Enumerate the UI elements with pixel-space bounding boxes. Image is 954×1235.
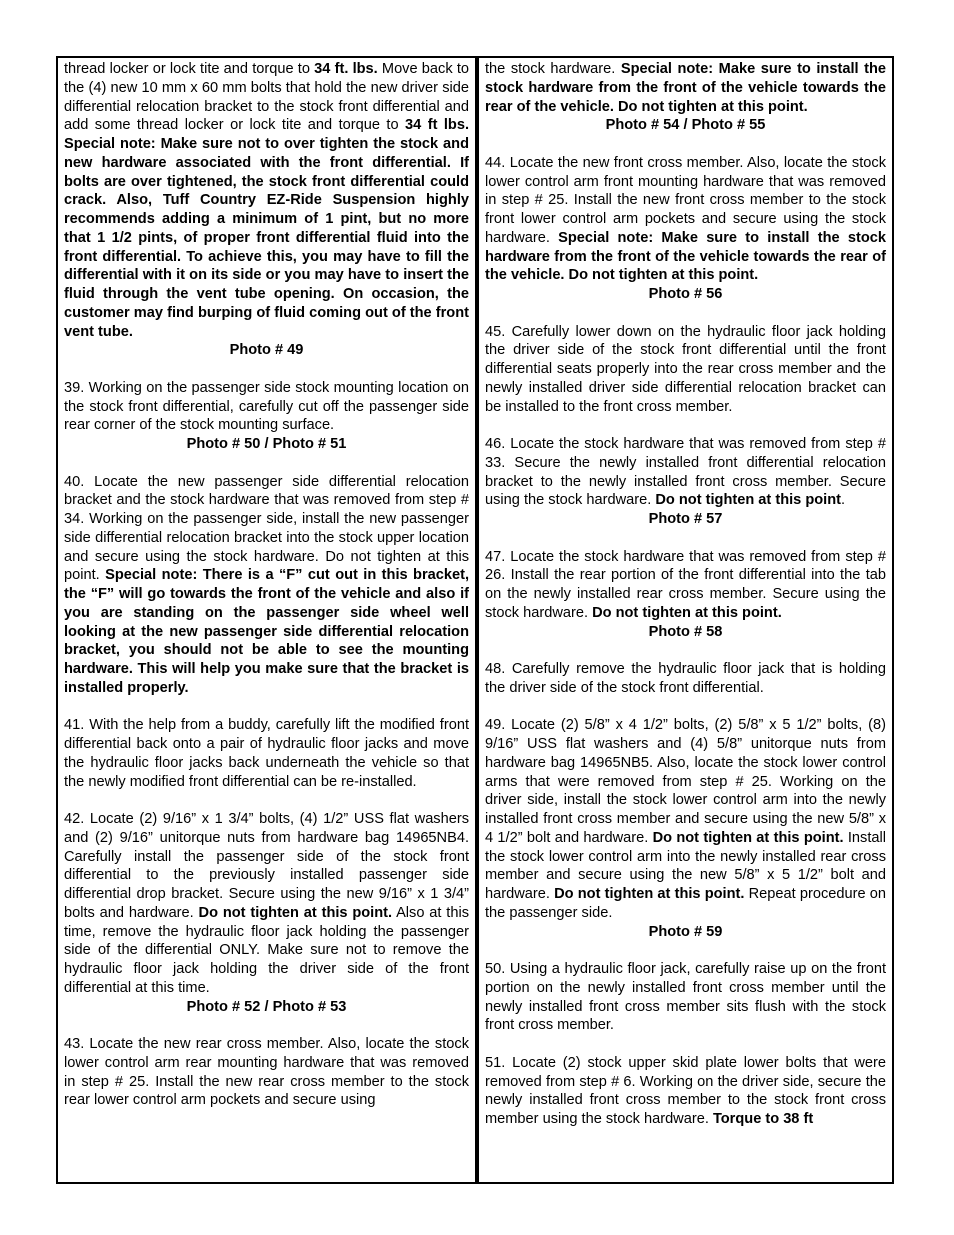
photo-reference: Photo # 58 <box>648 623 723 640</box>
left-column <box>58 58 479 1182</box>
photo-reference: Photo # 54 / Photo # 55 <box>605 117 766 134</box>
step-51: 51. Locate (2) stock upper skid plate lower bolts that were removed from step # 6. Working on the driver side, secure the newly installed front cross member to the stock front cross member using the stock hardware. Torque to 38 ft <box>485 1054 886 1127</box>
step-50: 50. Using a hydraulic floor jack, carefully raise up on the front portion on the newly installed front cross member until the newly installed front cross member sits flush with the stock front cross member. <box>485 961 886 1034</box>
step-46: 46. Locate the stock hardware that was removed from step # 33. Secure the newly installed front differential relocation bracket to the newly installed front cross member. Secure using the stock hardware. Do not tighten at this point. <box>485 436 886 509</box>
step-40: 40. Locate the new passenger side differential relocation bracket and the stock hardware that was removed from step # 34. Working on the passenger side, install the new passenger side differential relocation bracket into the stock upper location and secure using the stock hardware. Do not tighten at this point. Special note: There is a “F” cut out in this bracket, the “F” will go towards the front of the vehicle and also if you are standing on the passenger side wheel well looking at the new passenger side differential relocation bracket, you should not be able to see the mounting hardware. This will help you make sure that the bracket is installed properly. <box>64 473 469 696</box>
photo-reference: Photo # 59 <box>648 923 723 940</box>
step-49: 49. Locate (2) 5/8” x 4 1/2” bolts, (2) 5/8” x 5 1/2” bolts, (8) 9/16” USS flat washers and (4) 5/8” unitorque nuts from hardware bag 14965NB5. Also, locate the stock lower control arms that were removed from step # 25. Working on the driver side, install the stock lower control arm into the newly installed front cross member and secure using the new 5/8” x 4 1/2” bolt and hardware. Do not tighten at this point. Install the stock lower control arm into the newly installed rear cross member and secure using the new 5/8” x 5 1/2” bolt and hardware. Do not tighten at this point. Repeat procedure on the passenger side. <box>485 717 887 921</box>
step-47: 47. Locate the stock hardware that was removed from step # 26. Install the rear portion of the front differential into the tab on the newly installed rear cross member. Secure using the stock hardware. Do not tighten at this point. <box>485 548 886 621</box>
photo-reference: Photo # 57 <box>648 511 723 527</box>
step-41: 41. With the help from a buddy, carefully lift the modified front differential back onto a pair of hydraulic floor jacks and move the hydraulic floor jacks back underneath the vehicle so that the newly modified front differential can be re-installed. <box>64 717 469 790</box>
right-column <box>479 58 892 1182</box>
instruction-table <box>56 56 894 1184</box>
paragraph-38-continued: thread locker or lock tite and torque to 34 ft. lbs. Move back to the (4) new 10 mm x 60 mm bolts that hold the new driver side differential relocation bracket to the stock front differential and add some thread locker or lock tite and torque to 34 ft lbs. Special note: Make sure not to over tighten the stock and new hardware associated with the front differential. If bolts are over tightened, the stock front differential could crack. Also, Tuff Country EZ-Ride Suspension highly recommends adding a minimum of 1 pint, but no more that 1 1/2 pints, of proper front differential fluid into the front differential. To achieve this, you may have to fill the differential with it on its side or you may have to insert the fluid through the vent tube opening. On occasion, the customer may find burping of fluid coming out of the front vent tube. <box>64 61 470 340</box>
photo-reference: Photo # 49 <box>229 342 304 359</box>
photo-reference: Photo # 50 / Photo # 51 <box>186 436 347 452</box>
step-43: 43. Locate the new rear cross member. Also, locate the stock lower control arm rear mounting hardware that was removed in step # 25. Install the new rear cross member to the stock rear lower control arm pockets and secure using <box>64 1036 469 1109</box>
step-39: 39. Working on the passenger side stock mounting location on the stock front differential, carefully cut off the passenger side rear corner of the stock mounting surface. <box>64 379 469 434</box>
step-43-continued: the stock hardware. Special note: Make sure to install the stock hardware from the front of the vehicle towards the rear of the vehicle. Do not tighten at this point. <box>485 61 886 115</box>
photo-reference: Photo # 52 / Photo # 53 <box>186 998 347 1015</box>
step-44: 44. Locate the new front cross member. Also, locate the stock lower control arm front mounting hardware that was removed in step # 25. Install the new front cross member to the stock front lower control arm pockets and secure using the stock hardware. Special note: Make sure to install the stock hardware from the front of the vehicle towards the rear of the vehicle. Do not tighten at this point. <box>485 154 886 284</box>
step-42: 42. Locate (2) 9/16” x 1 3/4” bolts, (4) 1/2” USS flat washers and (2) 9/16” unitorque nuts from hardware bag 14965NB4. Carefully install the passenger side of the stock front differential to the previously installed passenger side differential drop bracket. Secure using the new 9/16” x 1 3/4” bolts and hardware. Do not tighten at this point. Also at this time, remove the hydraulic floor jack holding the passenger side of the differential ONLY. Make sure not to remove the hydraulic floor jack holding the driver side of the front differential at this time. <box>64 811 469 996</box>
step-45: 45. Carefully lower down on the hydraulic floor jack holding the driver side of the stock front differential until the front differential seats properly into the rear cross member and the newly installed driver side differential relocation bracket can be installed to the front cross member. <box>485 323 886 415</box>
step-48: 48. Carefully remove the hydraulic floor jack that is holding the driver side of the stock front differential. <box>485 661 886 696</box>
photo-reference: Photo # 56 <box>648 286 723 302</box>
